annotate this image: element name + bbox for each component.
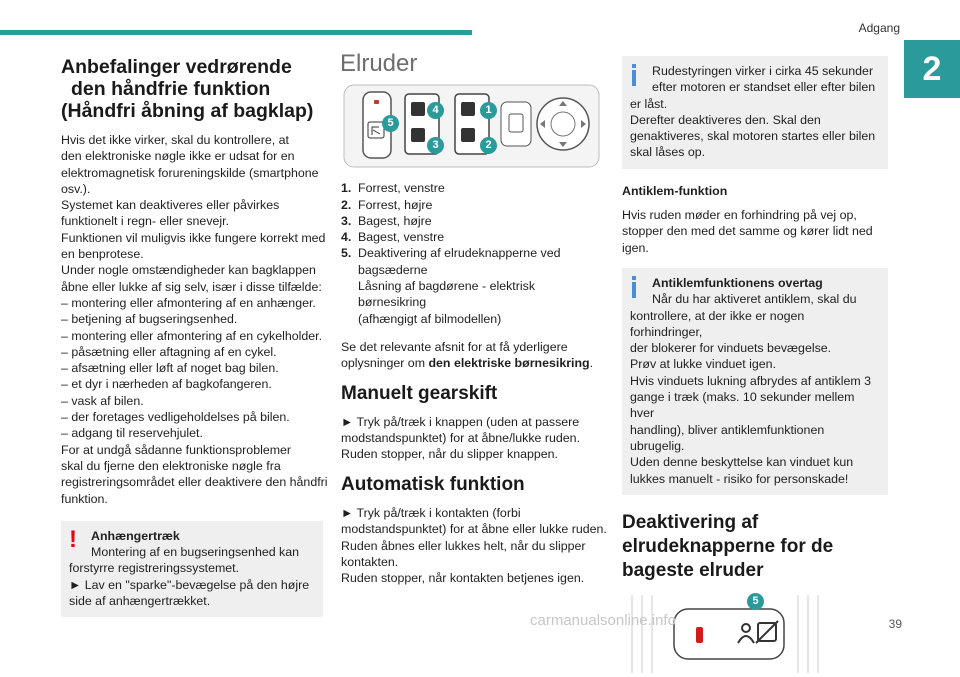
deactivation-title: Deaktivering af elrudeknapperne for de bageste elruder [622, 511, 834, 581]
body-line: den elektroniske nøgle ikke er udsat for en [61, 149, 295, 164]
info-icon [630, 64, 638, 86]
legend-item: 5. Deaktivering af elrudeknapperne ved bagsæderne Låsning af bagdørene - elektrisk børnesikring (afhængigt af bilmodellen) [341, 246, 561, 326]
manual-body: ► Tryk på/træk i knappen (uden at passere modstandspunktet) for at åbne/lukke ruden. Ruden stopper, når du slipper knappen. [341, 414, 581, 462]
title-line: (Håndfri åbning af bagklap) [61, 100, 314, 122]
badge-2: 2 [480, 137, 497, 154]
page-number: 39 [888, 617, 902, 631]
warning-icon: ! [69, 525, 77, 553]
auto-title: Automatisk funktion [341, 473, 525, 495]
legend-item: 4. Bagest, venstre [341, 230, 445, 245]
badge-3: 3 [427, 137, 444, 154]
body-line: For at undgå sådanne funktionsproblemer [61, 442, 292, 457]
body-line: – vask af bilen. [61, 393, 144, 408]
body-line: – et dyr i nærheden af bagkofangeren. [61, 377, 272, 392]
see-reference: Se det relevante afsnit for at få yderligere oplysninger om den elektriske børnesikring. [341, 339, 594, 371]
lock-switch-drawing [622, 595, 832, 673]
antipinch-body: Hvis ruden møder en forhindring på vej op, stopper den med det samme og kører lidt ned igen. [622, 208, 873, 255]
body-line: – der foretages vedligeholdelses på bilen. [61, 410, 290, 425]
reference-link: den elektriske børnesikring [428, 356, 590, 371]
title-line: Anbefalinger vedrørende [61, 56, 292, 78]
warning-line: ► Lav en "sparke"-bevægelse på den højre [69, 577, 310, 592]
body-line: funktionelt i regn- eller snevejr. [61, 214, 230, 229]
body-line: Under nogle omstændigheder kan bagklappen [61, 263, 316, 278]
body-line: – afsætning eller løft af noget bag bilen. [61, 361, 279, 376]
handsfree-body [61, 132, 328, 507]
title-line: den håndfrie funktion [71, 78, 271, 100]
legend-item: 1. Forrest, venstre [341, 181, 445, 196]
badge-5: 5 [382, 115, 399, 132]
watermark: carmanualsonline.info [530, 612, 676, 629]
body-line: – montering eller afmontering af en cykelholder. [61, 328, 323, 343]
warning-line: forstyrre registreringssystemet. [69, 561, 240, 576]
body-line: en benprotese. [61, 247, 144, 262]
warning-box [61, 521, 323, 617]
info-icon [630, 276, 638, 298]
body-line: – påsætning eller aftagning af en cykel. [61, 344, 277, 359]
warning-title: Anhængertræk [91, 528, 180, 543]
body-line: Hvis det ikke virker, skal du kontrollere, at [61, 133, 289, 147]
badge-4: 4 [427, 102, 444, 119]
body-line: elektromagnetisk forureningskilde (smartphone [61, 165, 319, 180]
body-line: skal du fjerne den elektroniske nøgle fra [61, 458, 281, 473]
body-line: Funktionen vil muligvis ikke fungere korrekt med [61, 230, 326, 245]
column-windows [340, 50, 607, 587]
body-line: funktion. [61, 491, 108, 506]
column-handsfree [61, 56, 328, 617]
column-antipinch [622, 56, 888, 673]
info-box-override: Antiklemfunktionens overtag Når du har aktiveret antiklem, skal du kontrollere, at der ikke er nogen forhindringer, der blokerer for vinduets bevægelse. Prøv at lukke vinduet igen. Hvis vinduets lukning afbrydes af antiklem 3 gange i træk (maks. 10 sekunder mellem hver handling), bliver antiklemfunktionen ubrugelig. Uden denne beskyttelse kan vinduet kun lukkes manuelt - risiko for personskade! [622, 268, 888, 495]
badge-5: 5 [747, 593, 764, 610]
auto-body: ► Tryk på/træk i kontakten (forbi modstandspunktet) for at åbne eller lukke ruden. Ruden åbnes eller lukkes helt, når du slipper kontakten. Ruden stopper, når kontakten betjenes igen. [341, 506, 607, 586]
antipinch-title: Antiklem-funktion [622, 183, 728, 198]
body-line: registreringsområdet eller deaktivere den håndfri [61, 475, 328, 490]
info-box-timer: Rudestyringen virker i cirka 45 sekunder efter motoren er standset eller efter bilen er låst. Derefter deaktiveres den. Skal den genaktiveres, skal motoren startes eller bilen skal låses op. [622, 56, 888, 169]
body-line: åbne eller lukke af sig selv, især i disse tilfælde: [61, 279, 322, 294]
handsfree-title [61, 56, 323, 122]
warning-line: Montering af en bugseringsenhed kan [91, 545, 300, 560]
lock-switch-illustration [622, 595, 832, 673]
legend-item: 2. Forrest, højre [341, 197, 433, 212]
header-title: Adgang [858, 21, 900, 35]
body-line: Systemet kan deaktiveres eller påvirkes [61, 198, 280, 213]
switch-legend [341, 180, 605, 327]
warning-line: side af anhængertrækket. [69, 594, 211, 609]
body-line: – montering eller afmontering af en anhænger. [61, 295, 316, 310]
window-switch-illustration [343, 84, 600, 168]
legend-item: 3. Bagest, højre [341, 213, 432, 228]
header-rule [0, 30, 472, 35]
body-line: – adgang til reservehjulet. [61, 426, 203, 441]
badge-1: 1 [480, 102, 497, 119]
chapter-tab: 2 [904, 40, 960, 98]
manual-title: Manuelt gearskift [341, 382, 498, 404]
body-line: – betjening af bugseringsenhed. [61, 312, 238, 327]
body-line: osv.). [61, 181, 91, 196]
windows-title: Elruder [340, 50, 418, 77]
